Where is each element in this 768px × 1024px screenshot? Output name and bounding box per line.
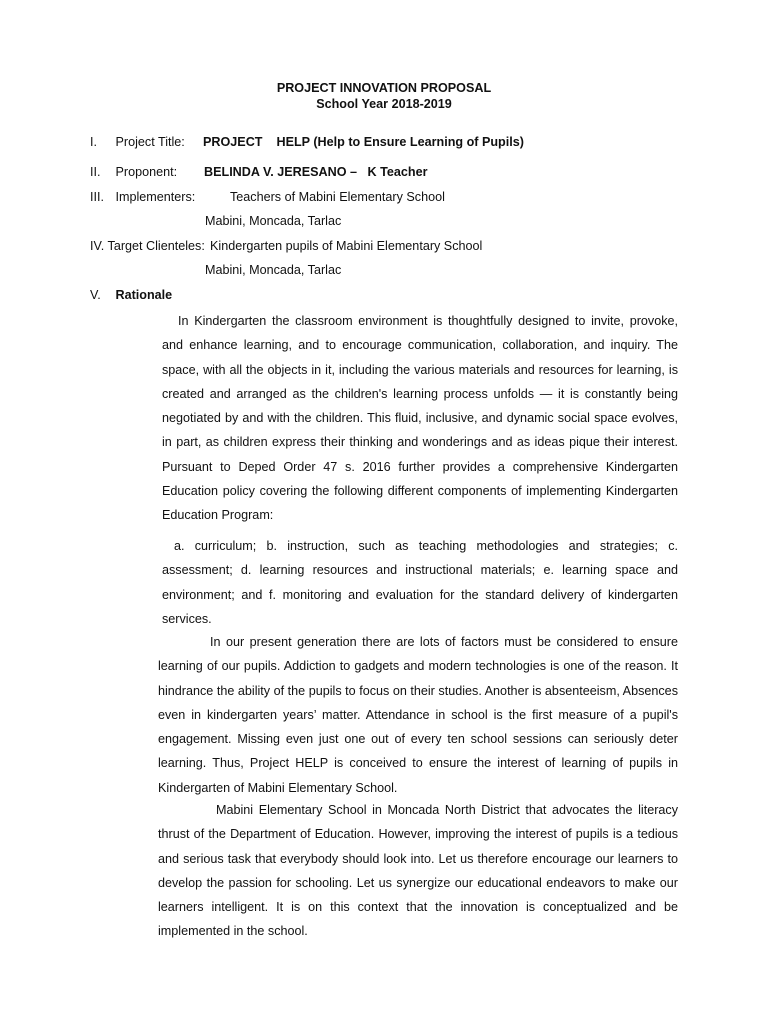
rationale-paragraph-2-block xyxy=(158,630,678,800)
proponent-row xyxy=(90,164,177,180)
rationale-paragraph-1: In Kindergarten the classroom environment is thoughtfully designed to invite, provoke, and enhance learning, and to encourage communication, collaboration, and inquiry. The space, with all the objects in it, including the various materials and resources for learning, is created and arranged as the children's learning process unfolds — it is constantly being negotiated by and with the children. This fluid, inclusive, and dynamic social space evolves, in part, as children express their thinking and wonderings and as ideas pique their interest. Pursuant to Deped Order 47 s. 2016 further provides a comprehensive Kindergarten Education policy covering the following different components of implementing Kindergarten Education Program: xyxy=(162,314,678,523)
project-title-numeral: I. xyxy=(90,135,97,149)
rationale-heading xyxy=(90,287,172,303)
components-list: a. curriculum; b. instruction, such as teaching methodologies and strategies; c. assessment; d. learning resources and instructional materials; e. learning space and environment; and f. monitoring and evaluation for the standard delivery of kindergarten services. xyxy=(162,539,678,626)
proponent-label: Proponent: xyxy=(115,165,178,179)
project-title-label: Project Title: xyxy=(115,135,185,149)
proponent-numeral: II. xyxy=(90,165,101,179)
target-clienteles-label: Target Clienteles: xyxy=(107,239,205,253)
rationale-paragraph-3: Mabini Elementary School in Moncada North District that advocates the literacy thrust of the Department of Education. However, improving the interest of pupils is a tedious and serious task that everybody should look into. Let us therefore encourage our learners to develop the passion for schooling. Let us synergize our educational endeavors to make our learners intelligent. It is on this context that the innovation is conceptualized and be implemented in the school. xyxy=(158,803,678,939)
rationale-paragraph-3-block xyxy=(158,798,678,944)
rationale-paragraph-2: In our present generation there are lots of factors must be considered to ensure learning of our pupils. Addiction to gadgets and modern technologies is one of the reason. It hindrance the ability of the pupils to focus on their studies. Another is absenteeism, Absences even in kindergarten years’ matter. Attendance in school is the first measure of a pupil's engagement. Missing even just one out of every ten school sessions can seriously deter learning. Thus, Project HELP is conceived to ensure the interest of learning of pupils in Kindergarten of Mabini Elementary School. xyxy=(158,635,678,795)
document-title: PROJECT INNOVATION PROPOSAL xyxy=(276,81,492,95)
implementers-value: Teachers of Mabini Elementary School xyxy=(230,190,445,204)
rationale-numeral: V. xyxy=(90,288,101,302)
project-title-row xyxy=(90,134,185,150)
school-year: School Year 2018-2019 xyxy=(316,97,452,111)
rationale-label: Rationale xyxy=(115,288,173,302)
target-clienteles-address: Mabini, Moncada, Tarlac xyxy=(205,263,342,277)
target-clienteles-numeral: IV. xyxy=(90,239,105,253)
implementers-address: Mabini, Moncada, Tarlac xyxy=(205,214,342,228)
project-title-value: PROJECT HELP (Help to Ensure Learning of Pupils) xyxy=(203,135,524,149)
implementers-row xyxy=(90,189,195,205)
rationale-paragraph-1-block xyxy=(162,309,678,528)
target-clienteles-value: Kindergarten pupils of Mabini Elementary School xyxy=(210,239,483,253)
document-header xyxy=(0,80,768,112)
target-clienteles-row xyxy=(90,238,205,254)
proponent-value: BELINDA V. JERESANO – K Teacher xyxy=(204,165,428,179)
implementers-numeral: III. xyxy=(90,190,104,204)
implementers-label: Implementers: xyxy=(115,190,196,204)
components-block xyxy=(162,534,678,631)
